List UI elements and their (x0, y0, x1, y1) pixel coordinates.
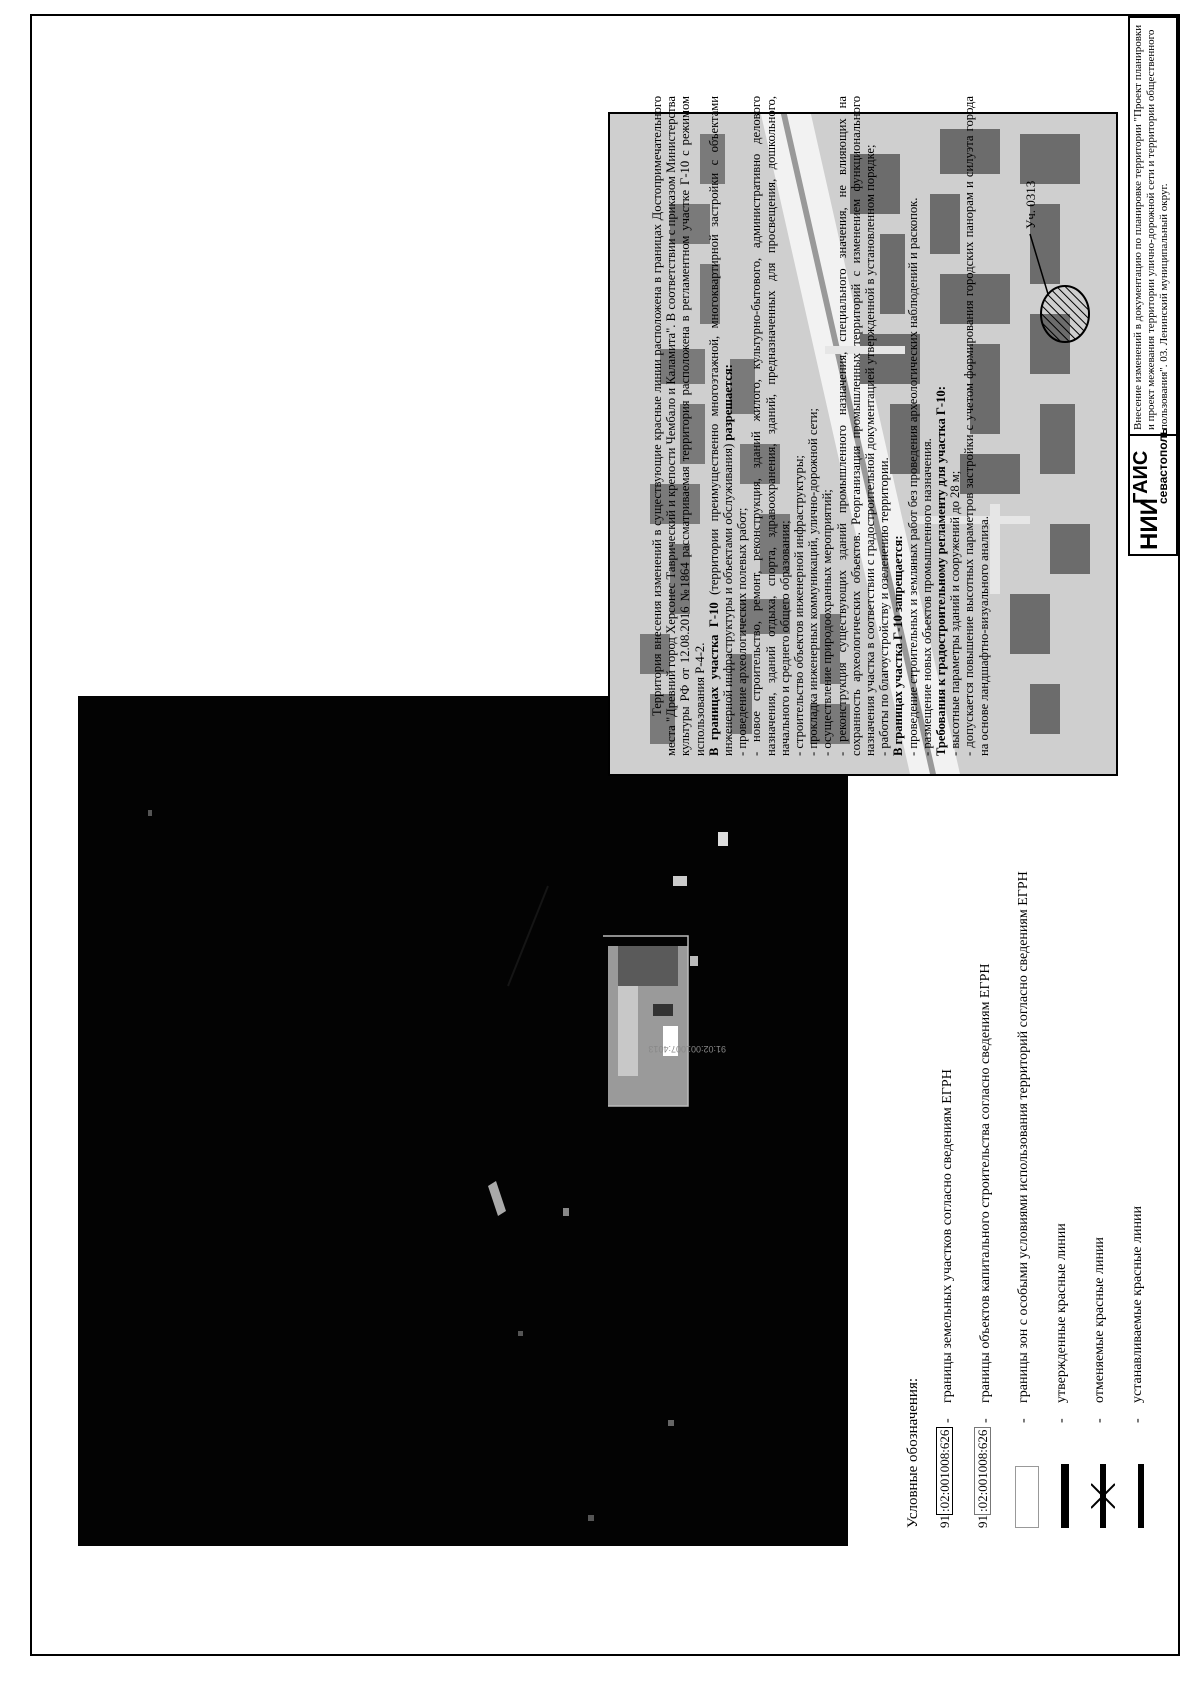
allowed-item: - проведение археологических полевых работ; (735, 507, 750, 756)
allowed-item: - осуществление природоохранных мероприятий; (820, 489, 835, 756)
legend-code-sample: 91:02:001008:626 (975, 1427, 991, 1528)
legend-symbol-new-line (1129, 1464, 1153, 1528)
legend-row-buildings: 91:02:001008:626 - границы объектов капитального строительства согласно сведениям ЕГРН (975, 963, 993, 1528)
parcel-marker (1041, 286, 1089, 342)
legend (905, 758, 1165, 1528)
allowed-item: - реконструкция существующих зданий промышленного назначения, специального значения, не влияющих на сохранность археологических объектов. Реорганизация промышленных территорий с изменением функционального назначения участка в соответствии с градостроительной документацией утвержденной в установленном порядке; (834, 96, 878, 756)
prohibited-item: - размещение новых объектов промышленного назначения. (919, 438, 934, 756)
allowed-item: - новое строительство, ремонт, реконструкция, зданий жилого, культурно-бытового, административно делового назначения, зданий отдыха, спорта, здравоохранения, зданий, предназначенных для просвещения, дошкольного, начального и среднего общего образования; (749, 96, 792, 756)
allowed-item: - работы по благоустройству и озеленению территории. (877, 457, 892, 756)
title-stamp (1128, 16, 1178, 556)
legend-symbol-approved-line (1053, 1464, 1077, 1528)
car (690, 956, 698, 966)
requirement-item: - допускается повышение высотных параметров застройки с учетом формирования городских панорам и силуэта города на основе ландшафтно-визуального анализа. (962, 96, 991, 756)
legend-text: устанавливаемые красные линии (1130, 1206, 1145, 1403)
requirement-item: - высотные параметры зданий и сооружений до 28 м; (948, 470, 963, 756)
allowed-item: - прокладка инженерных коммуникаций, улично-дорожной сети; (806, 408, 821, 756)
car (563, 1208, 569, 1216)
description-paragraph: Территория внесения изменений в существующие красные линии расположена в границах Достопримечательного места "Древний город Херсонес Таврический и крепости Чембало и Каламита". В соответствии с приказом Министерства культуры РФ от 12.08.2016 №1864 рассматриваемая территория расположена в регламентном участке Г-10 с режимом использования Р-4-2. (650, 96, 707, 756)
legend-title: Условные обозначения: (905, 1377, 921, 1528)
legend-code-sample: 91:02:001008:626 (937, 1427, 953, 1528)
legend-row-new-red-lines: - устанавливаемые красные линии (1125, 768, 1159, 1528)
legend-row-land-plots: 91:02:001008:626 - границы земельных участков согласно сведениям ЕГРН (937, 1069, 955, 1528)
legend-text: границы объектов капитального строительства согласно сведениям ЕГРН (978, 963, 993, 1403)
legend-text: утвержденные красные линии (1054, 1223, 1069, 1403)
prohibited-title: В границах участка Г-10 запрещается: (891, 535, 906, 756)
legend-row-special-zones: - границы зон с особыми условиями использования территорий согласно сведениям ЕГРН (1011, 768, 1045, 1528)
photo-parcel-label: 91:02:001007:4013 (648, 1044, 726, 1054)
car (673, 876, 687, 886)
allowed-item: - строительство объектов инженерной инфраструктуры; (792, 455, 807, 756)
legend-symbol-zone (1015, 1466, 1039, 1528)
prohibited-item: - проведение строительных и земляных работ без проведения археологических наблюдений и раскопок. (905, 197, 920, 756)
legend-text: границы зон с особыми условиями использования территорий согласно сведениям ЕГРН (1016, 871, 1031, 1403)
description-text (650, 96, 991, 756)
map-parcel-label: Уч. 0313 (1023, 180, 1038, 229)
stamp-logo: НИИ ГАИС севастополь (1130, 434, 1176, 554)
description-paragraph: В границах участка Г-10 (территории преимущественно многоэтажной, многоквартирной застройки с объектами инженерной инфраструктуры и объектами обслуживания) разрешается: (706, 96, 736, 756)
aerial-photo-graphic (78, 696, 848, 1546)
requirements-title: Требования к градостроительному регламенту для участка Г-10: (934, 386, 949, 756)
legend-row-cancelled-red-lines: - отменяемые красные линии (1087, 768, 1121, 1528)
legend-text: отменяемые красные линии (1092, 1237, 1107, 1403)
rotated-layout (30, 14, 1180, 1656)
stamp-project-title: Внесение изменений в документацию по планировке территории "Проект планировки и проект межевания территории улично-дорожной сети и территории общественного пользования". 03. Ленинский муниципальный округ. (1132, 24, 1170, 430)
legend-symbol-cancelled-line (1091, 1464, 1115, 1528)
legend-text: границы земельных участков согласно сведениям ЕГРН (940, 1069, 955, 1403)
aerial-photo (78, 696, 848, 1546)
car (718, 832, 728, 846)
legend-row-approved-red-lines: - утвержденные красные линии (1049, 768, 1083, 1528)
